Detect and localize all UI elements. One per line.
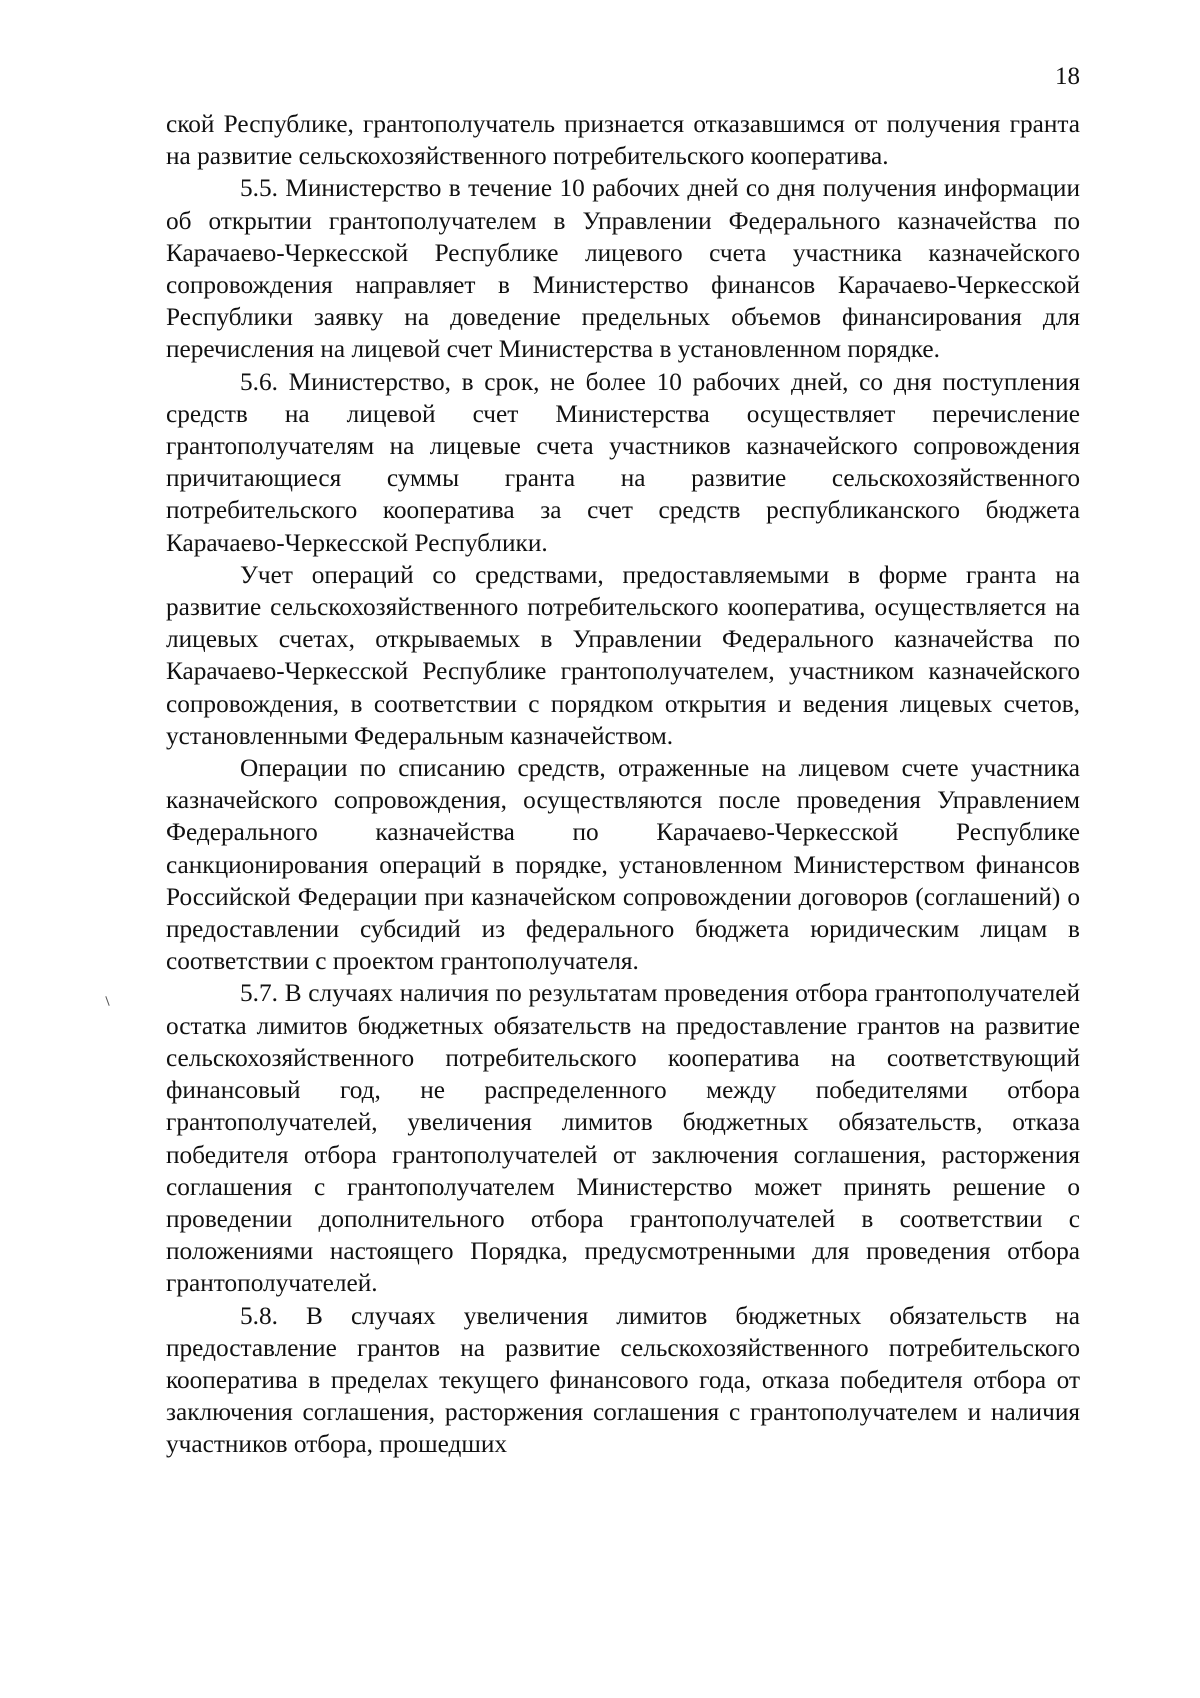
paragraph-accounting: Учет операций со средствами, предоставляемыми в форме гранта на развитие сельскохозяйственного потребительского кооператива, осуществляется на лицевых счетах, открываемых в Управлении Федерального казначейства по Карачаево-Черкесской Республике грантополучателем, участником казначейского сопровождения, в соответствии с порядком открытия и ведения лицевых счетов, установленными Федеральным казначейством. [166, 560, 1080, 750]
paragraph-5-6: 5.6. Министерство, в срок, не более 10 рабочих дней, со дня поступления средств на лицевой счет Министерства осуществляет перечисление грантополучателям на лицевые счета участников казначейского сопровождения причитающиеся суммы гранта на развитие сельскохозяйственного потребительского кооператива за счет средств республиканского бюджета Карачаево-Черкесской Республики. [166, 367, 1080, 557]
page-number: 18 [1055, 63, 1080, 90]
paragraph-5-8: 5.8. В случаях увеличения лимитов бюджетных обязательств на предоставление грантов на развитие сельскохозяйственного потребительского кооператива в пределах текущего финансового года, отказа победителя отбора от заключения соглашения, расторжения соглашения с грантополучателем и наличия участников отбора, прошедших [166, 1301, 1080, 1459]
scan-artifact [105, 996, 109, 1006]
document-body [166, 108, 1080, 1461]
paragraph-continuation: ской Республике, грантополучатель признается отказавшимся от получения гранта на развитие сельскохозяйственного потребительского кооператива. [166, 110, 1080, 171]
paragraph-5-5: 5.5. Министерство в течение 10 рабочих дней со дня получения информации об открытии грантополучателем в Управлении Федерального казначейства по Карачаево-Черкесской Республике лицевого счета участника казначейского сопровождения направляет в Министерство финансов Карачаево-Черкесской Республики заявку на доведение предельных объемов финансирования для перечисления на лицевой счет Министерства в установленном порядке. [166, 174, 1080, 364]
paragraph-operations: Операции по списанию средств, отраженные на лицевом счете участника казначейского сопровождения, осуществляются после проведения Управлением Федерального казначейства по Карачаево-Черкесской Республике санкционирования операций в порядке, установленном Министерством финансов Российской Федерации при казначейском сопровождении договоров (соглашений) о предоставлении субсидий из федерального бюджета юридическим лицам в соответствии с проектом грантополучателя. [166, 754, 1080, 976]
paragraph-5-7: 5.7. В случаях наличия по результатам проведения отбора грантополучателей остатка лимитов бюджетных обязательств на предоставление грантов на развитие сельскохозяйственного потребительского кооператива на соответствующий финансовый год, не распределенного между победителями отбора грантополучателей, увеличения лимитов бюджетных обязательств, отказа победителя отбора грантополучателей от заключения соглашения, расторжения соглашения с грантополучателем Министерство может принять решение о проведении дополнительного отбора грантополучателей в соответствии с положениями настоящего Порядка, предусмотренными для проведения отбора грантополучателей. [166, 979, 1080, 1298]
